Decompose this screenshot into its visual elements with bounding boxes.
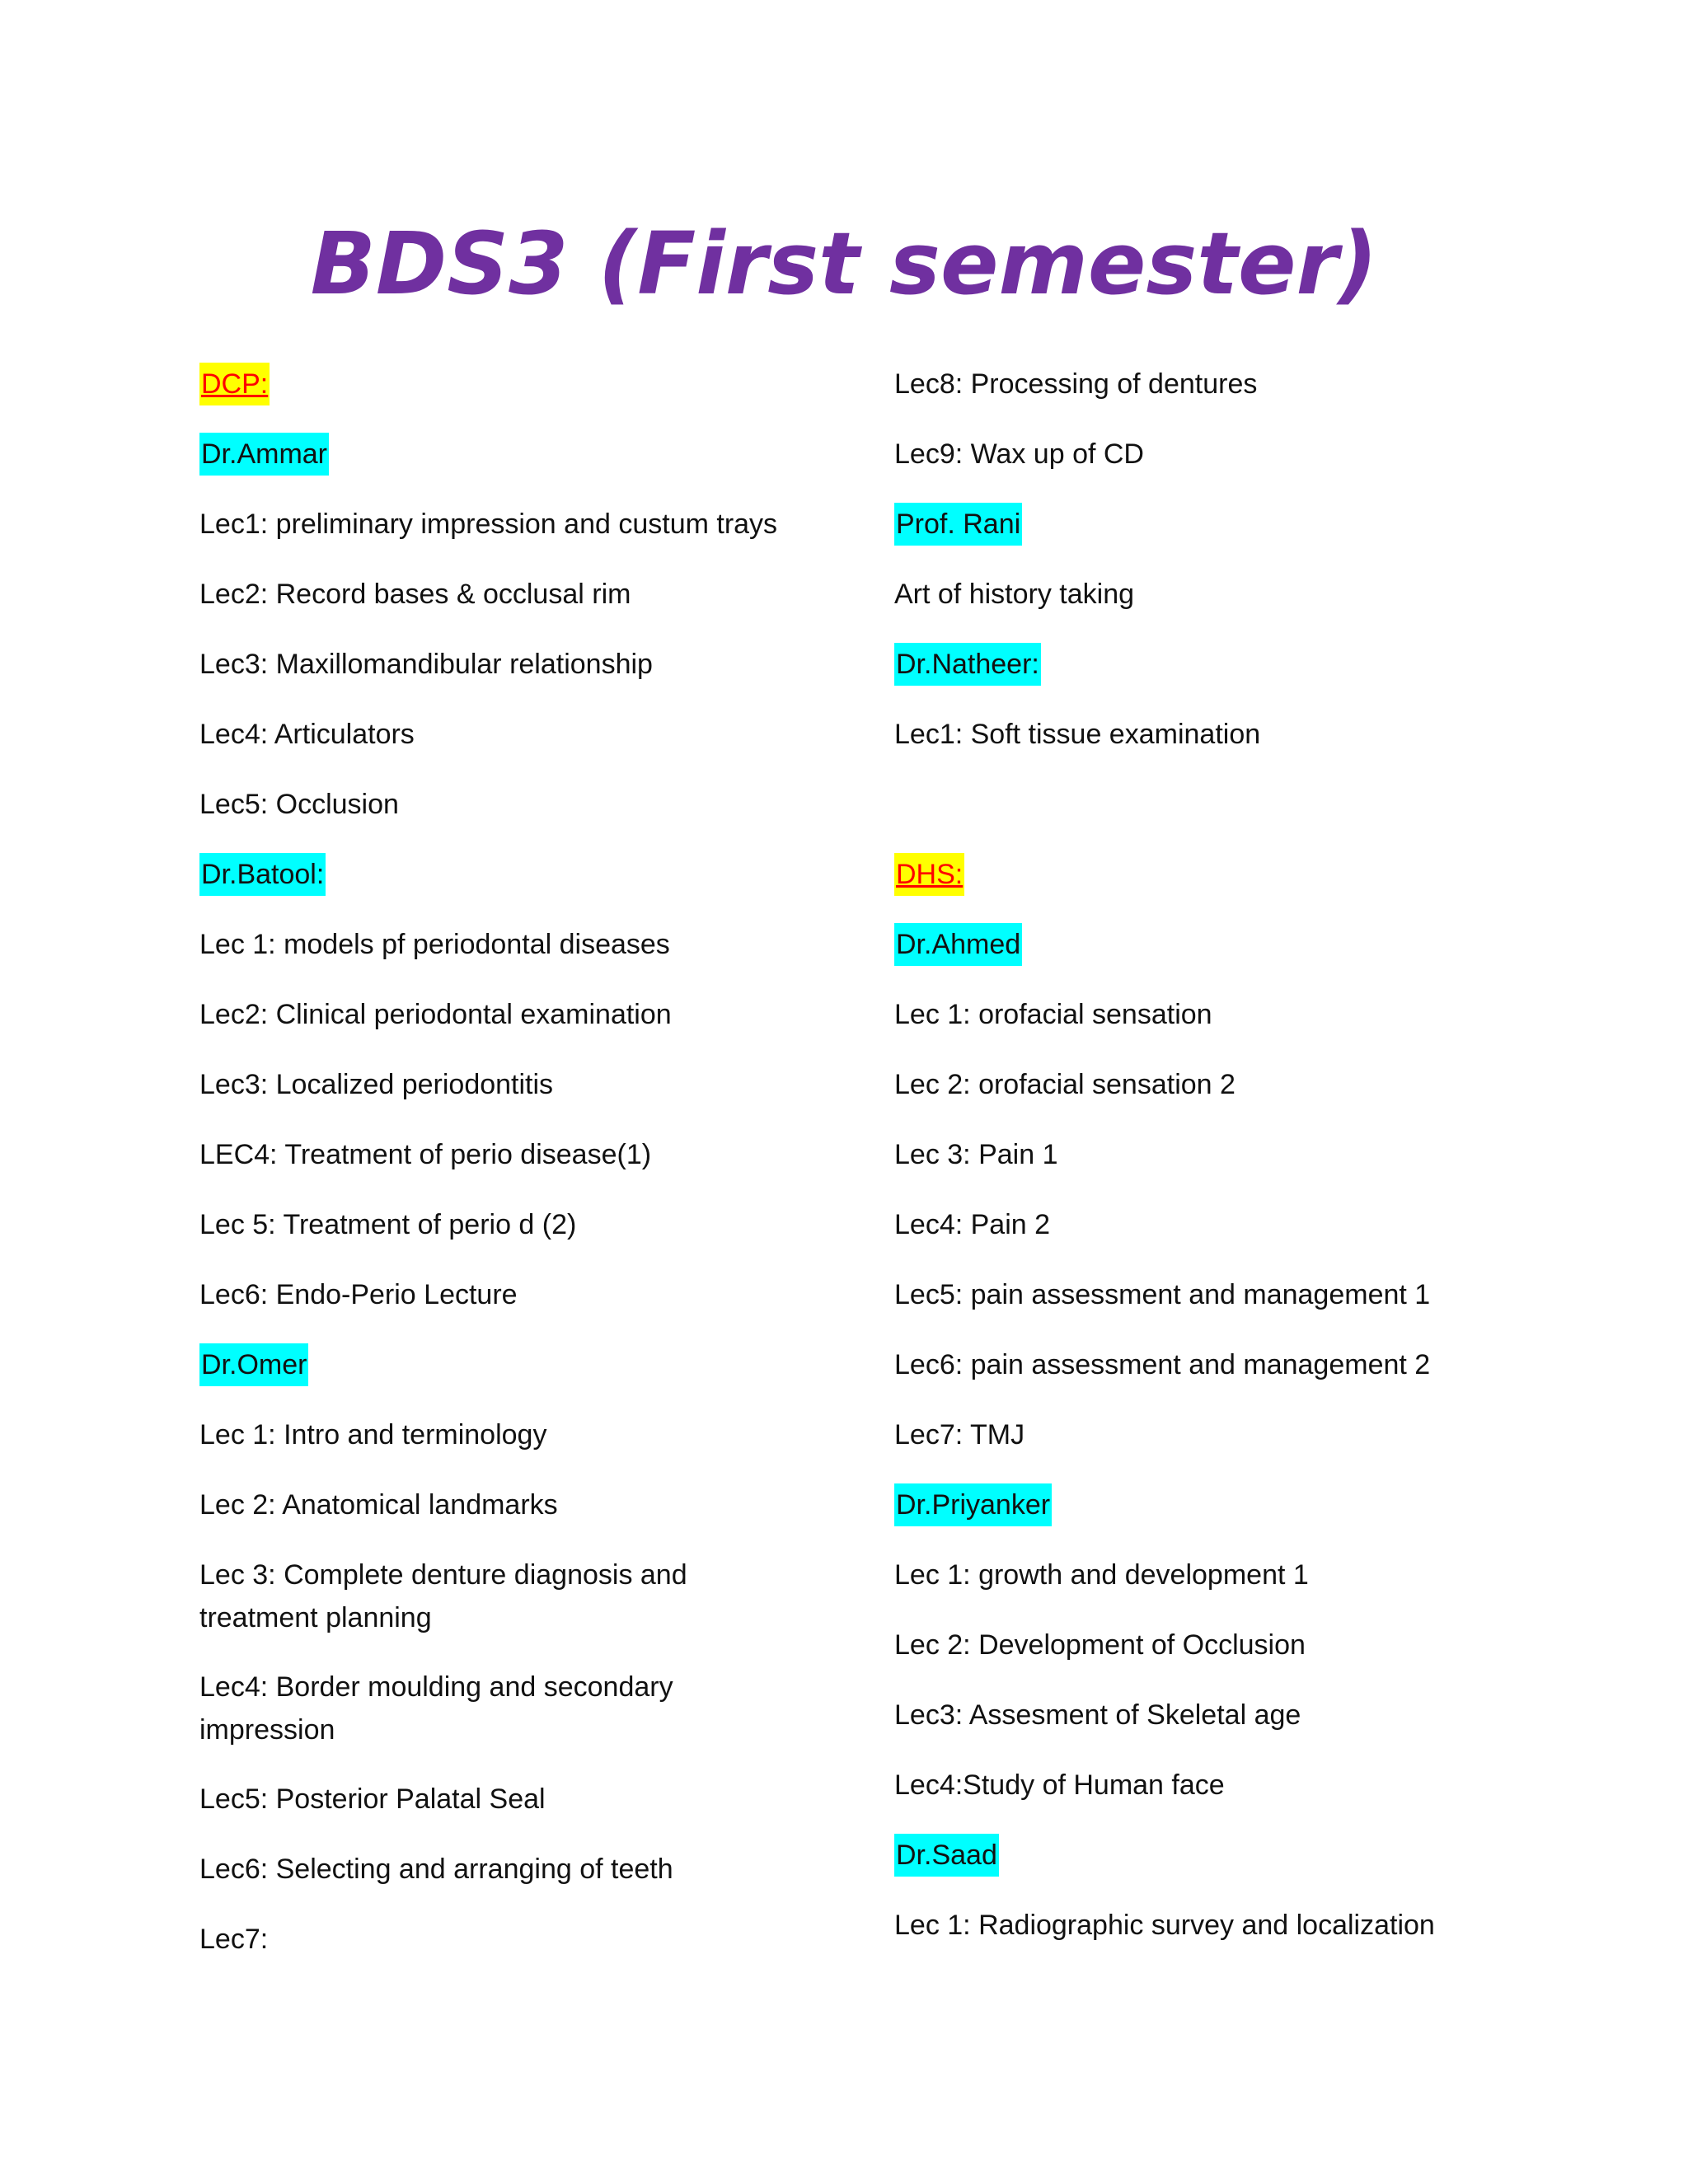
doctor-name-priyanker: Dr.Priyanker xyxy=(894,1483,1052,1526)
lecture-item: Lec5: Posterior Palatal Seal xyxy=(199,1783,546,1815)
lecture-item: LEC4: Treatment of perio disease(1) xyxy=(199,1139,652,1170)
lecture-item: Lec 1: Radiographic survey and localization xyxy=(894,1910,1435,1941)
doctor-heading-saad xyxy=(894,1834,999,1877)
doctor-name-ammar: Dr.Ammar xyxy=(199,433,329,476)
lecture-item: Lec8: Processing of dentures xyxy=(894,368,1258,400)
doctor-heading-rani xyxy=(894,503,1022,546)
lecture-item: Lec1: Soft tissue examination xyxy=(894,719,1261,750)
lecture-item: Lec 1: Intro and terminology xyxy=(199,1419,547,1451)
lecture-item: Lec7: TMJ xyxy=(894,1419,1025,1451)
lecture-item: Lec5: pain assessment and management 1 xyxy=(894,1279,1431,1310)
doctor-heading-batool xyxy=(199,853,326,896)
doctor-name-ahmed: Dr.Ahmed xyxy=(894,923,1022,966)
doctor-heading-natheer xyxy=(894,643,1041,686)
doctor-name-rani: Prof. Rani xyxy=(894,503,1022,546)
lecture-item: Lec 1: orofacial sensation xyxy=(894,999,1212,1030)
lecture-item: Lec4: Pain 2 xyxy=(894,1209,1051,1240)
lecture-item: Lec2: Record bases & occlusal rim xyxy=(199,579,631,610)
section-heading-dhs xyxy=(894,853,964,896)
lecture-item: Lec3: Localized periodontitis xyxy=(199,1069,554,1100)
doctor-name-natheer: Dr.Natheer: xyxy=(894,643,1041,686)
doctor-heading-ammar xyxy=(199,433,329,476)
doctor-heading-ahmed xyxy=(894,923,1022,966)
lecture-item: Lec 2: Anatomical landmarks xyxy=(199,1489,558,1521)
lecture-item: Lec6: Selecting and arranging of teeth xyxy=(199,1854,673,1885)
doctor-heading-omer xyxy=(199,1343,308,1386)
lecture-item: Lec 1: models pf periodontal diseases xyxy=(199,929,670,960)
lecture-item: Lec5: Occlusion xyxy=(199,789,399,820)
lecture-item: Lec4: Border moulding and secondary impression xyxy=(199,1671,673,1746)
lecture-item: Lec7: xyxy=(199,1924,269,1955)
doctor-name-saad: Dr.Saad xyxy=(894,1834,999,1877)
lecture-item: Lec6: Endo-Perio Lecture xyxy=(199,1279,518,1310)
lecture-item: Lec 3: Pain 1 xyxy=(894,1139,1058,1170)
doctor-name-omer: Dr.Omer xyxy=(199,1343,308,1386)
page-title: BDS3 (First semester) xyxy=(310,213,1378,314)
doctor-heading-priyanker xyxy=(894,1483,1052,1526)
lecture-item: Lec4: Articulators xyxy=(199,719,415,750)
lecture-item: Lec9: Wax up of CD xyxy=(894,438,1144,470)
lecture-item: Lec2: Clinical periodontal examination xyxy=(199,999,672,1030)
lecture-item: Lec 2: orofacial sensation 2 xyxy=(894,1069,1236,1100)
section-heading-dcp xyxy=(199,363,270,405)
lecture-item: Lec6: pain assessment and management 2 xyxy=(894,1349,1431,1380)
lecture-item: Lec3: Maxillomandibular relationship xyxy=(199,649,653,680)
section-label-dcp: DCP: xyxy=(199,363,270,405)
lecture-item: Lec4:Study of Human face xyxy=(894,1769,1225,1801)
lecture-item: Lec1: preliminary impression and custum trays xyxy=(199,509,778,540)
lecture-item: Lec 2: Development of Occlusion xyxy=(894,1629,1306,1661)
lecture-item: Lec 3: Complete denture diagnosis and treatment planning xyxy=(199,1559,687,1633)
doctor-name-batool: Dr.Batool: xyxy=(199,853,326,896)
lecture-item: Lec 1: growth and development 1 xyxy=(894,1559,1309,1591)
lecture-item: Art of history taking xyxy=(894,579,1135,610)
lecture-item: Lec 5: Treatment of perio d (2) xyxy=(199,1209,577,1240)
lecture-item: Lec3: Assesment of Skeletal age xyxy=(894,1699,1301,1731)
section-label-dhs: DHS: xyxy=(894,853,964,896)
